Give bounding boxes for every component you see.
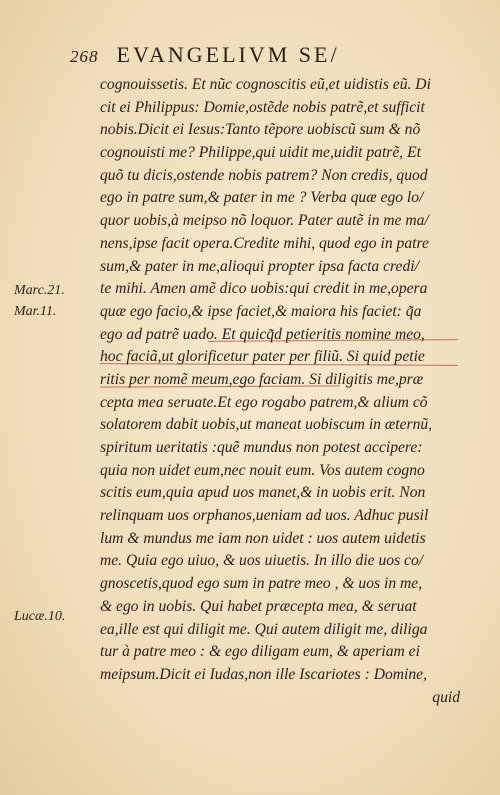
text-line: scitis eum,quia apud uos manet,& in uobis erit. Non [100, 484, 426, 502]
text-line: te mihi. Amen amẽ dico uobis:qui credit in me,opera [100, 280, 428, 298]
text-line: hoc faciã,ut glorificetur pater per filiũ. Si quid petie [100, 348, 425, 366]
text-line: & ego in uobis. Qui habet præcepta mea, & seruat [100, 597, 417, 615]
page-header [70, 42, 470, 68]
text-line: ea,ille est qui diligit me. Qui autem diligit me, diliga [100, 620, 428, 638]
text-line: ego in patre sum,& pater in me ? Verba quæ ego lo/ [100, 189, 424, 207]
text-line: ritis per nomẽ meum,ego faciam. Si diligitis me,præ [100, 370, 424, 388]
text-line: sum,& pater in me,alioqui propter ipsa facta credi/ [100, 257, 419, 275]
marginal-note: Lucæ.10. [14, 609, 66, 624]
text-line: quia non uidet eum,nec nouit eum. Vos autem cogno [100, 461, 425, 479]
text-line: cepta mea seruate.Et ego rogabo patrem,& alium cõ [100, 393, 428, 411]
text-line: tur à patre meo : & ego diligam eum, & aperiam ei [100, 643, 420, 661]
text-line: nens,ipse facit opera.Credite mihi, quod ego in patre [100, 234, 429, 252]
body-text [100, 74, 460, 709]
text-line: spiritum ueritatis :quẽ mundus non potest accipere: [100, 439, 423, 456]
running-head: EVANGELIVM SE/ [116, 42, 340, 67]
text-line: solatorem dabit uobis,ut maneat uobiscum in æternũ, [100, 416, 433, 434]
text-line: lum & mundus me iam non uidet : uos autem uidetis [100, 529, 426, 547]
text-line: relinquam uos orphanos,ueniam ad uos. Adhuc pusil [100, 507, 429, 525]
text-line: ego ad patrẽ uado. Et quicq̃d petieritis nomine meo, [100, 325, 425, 343]
text-line: quæ ego facio,& ipse faciet,& maiora his faciet: q̃a [100, 302, 422, 320]
marginal-note: Marc.21. [14, 283, 65, 298]
text-line: meipsum.Dicit ei Iudas,non ille Iscariotes : Domine, [100, 665, 427, 683]
text-line: quõ tu dicis,ostende nobis patrem? Non credis, quod [100, 166, 428, 184]
text-line: me. Quia ego uiuo, & uos uiuetis. In illo die uos co/ [100, 552, 424, 570]
text-line: quor uobis,à meipso nõ loquor. Pater autẽ in me ma/ [100, 212, 429, 230]
text-line: cit ei Philippus: Domie,ostẽde nobis patrẽ,et sufficit [100, 98, 425, 116]
text-line: nobis.Dicit ei Iesus:Tanto tẽpore uobiscũ sum & nõ [100, 121, 421, 139]
text-line: cognouissetis. Et nũc cognoscitis eũ,et uidistis eũ. Di [100, 76, 431, 93]
text-line: gnoscetis,quod ego sum in patre meo , & uos in me, [100, 575, 423, 593]
page-number: 268 [70, 47, 99, 66]
text-line: cognouisti me? Philippe,qui uidit me,uidit patrẽ, Et [100, 144, 421, 162]
marginal-note: Mar.11. [14, 304, 57, 319]
catchword: quid [432, 688, 460, 706]
